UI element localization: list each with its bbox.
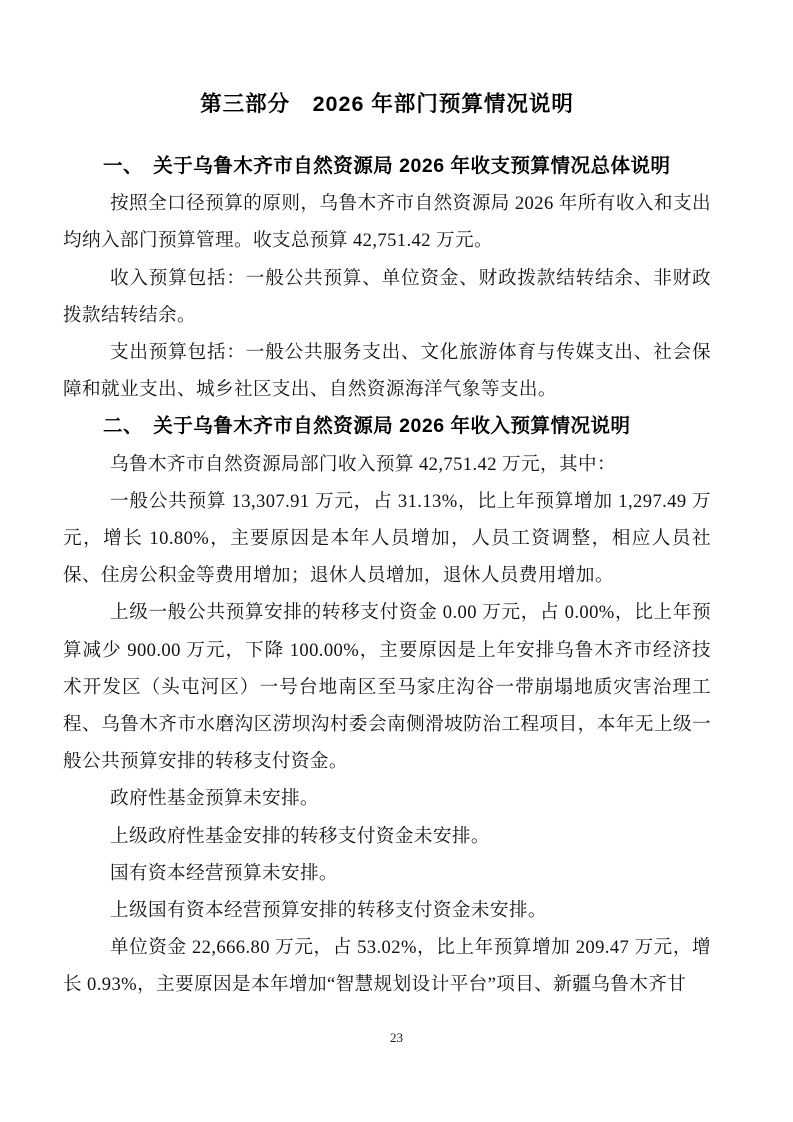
paragraph: 国有资本经营预算未安排。 [110, 862, 338, 884]
paragraph: 政府性基金预算未安排。 [110, 788, 319, 810]
paragraph: 上级政府性基金安排的转移支付资金未安排。 [110, 825, 490, 847]
paragraph: 上级国有资本经营预算安排的转移支付资金未安排。 [110, 900, 547, 922]
paragraph: 乌鲁木齐市自然资源局部门收入预算 42,751.42 万元，其中： [110, 453, 616, 475]
section-heading-1: 一、 关于乌鲁木齐市自然资源局 2026 年收支预算情况总体说明 [103, 155, 671, 177]
section-income-budget [63, 408, 711, 1003]
section-overview [63, 148, 711, 408]
paragraph: 按照全口径预算的原则，乌鲁木齐市自然资源局 2026 年所有收入和支出均纳入部门预算管理。收支总预算 42,751.42 万元。 [63, 193, 711, 252]
paragraph: 一般公共预算 13,307.91 万元，占 31.13%，比上年预算增加 1,297.49 万元，增长 10.80%，主要原因是本年人员增加，人员工资调整，相应人员社保、住房公积金等费用增加；退休人员增加，退休人员费用增加。 [63, 490, 711, 587]
page-title: 第三部分 2026 年部门预算情况说明 [200, 92, 574, 116]
paragraph: 收入预算包括：一般公共预算、单位资金、财政拨款结转结余、非财政拨款结转结余。 [63, 267, 711, 326]
paragraph: 单位资金 22,666.80 万元，占 53.02%，比上年预算增加 209.47 万元，增长 0.93%，主要原因是本年增加“智慧规划设计平台”项目、新疆乌鲁木齐甘 [63, 937, 711, 996]
page-number: 23 [390, 1030, 403, 1045]
paragraph: 上级一般公共预算安排的转移支付资金 0.00 万元，占 0.00%，比上年预算减少 900.00 万元，下降 100.00%，主要原因是上年安排乌鲁木齐市经济技术开发区（头屯河区）一号台地南区至马家庄沟谷一带崩塌地质灾害治理工程、乌鲁木齐市水磨沟区涝坝沟村委会南侧滑坡防治工程项目，本年无上级一般公共预算安排的转移支付资金。 [63, 602, 711, 773]
section-heading-2: 二、 关于乌鲁木齐市自然资源局 2026 年收入预算情况说明 [103, 415, 631, 438]
document-content [63, 0, 711, 1004]
paragraph: 支出预算包括：一般公共服务支出、文化旅游体育与传媒支出、社会保障和就业支出、城乡社区支出、自然资源海洋气象等支出。 [63, 342, 711, 401]
